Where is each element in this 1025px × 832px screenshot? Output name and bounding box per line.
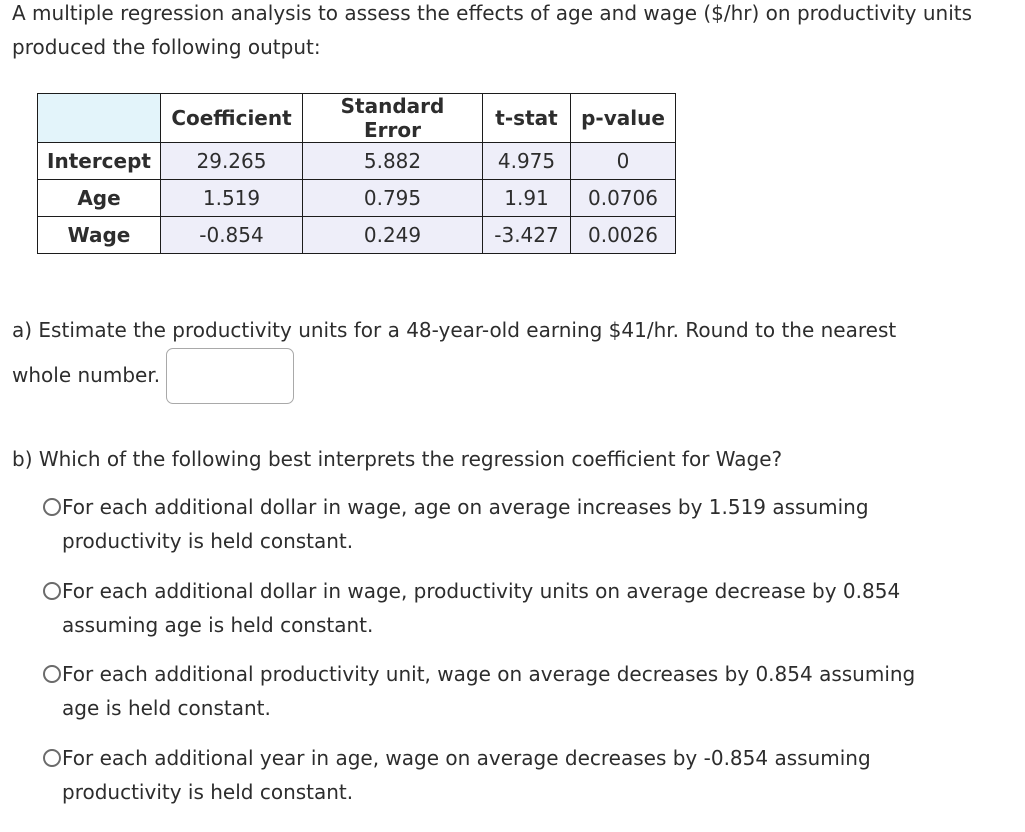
answer-option-1[interactable] — [43, 490, 923, 558]
cell-coefficient: 29.265 — [161, 143, 303, 180]
table-row — [38, 143, 676, 180]
radio-button-icon[interactable] — [43, 498, 61, 516]
answer-option-3[interactable] — [43, 657, 923, 725]
question-b-text: b) Which of the following best interprets the regression coefficient for Wage? — [12, 447, 783, 471]
header-coefficient: Coefficient — [161, 94, 303, 143]
cell-standard-error: 0.795 — [303, 180, 483, 217]
cell-t-stat: 1.91 — [483, 180, 571, 217]
cell-p-value: 0.0706 — [571, 180, 676, 217]
header-corner — [38, 94, 161, 143]
cell-t-stat: -3.427 — [483, 217, 571, 254]
table-row — [38, 180, 676, 217]
row-label-intercept: Intercept — [38, 143, 161, 180]
cell-coefficient: 1.519 — [161, 180, 303, 217]
answer-option-4[interactable] — [43, 741, 923, 809]
option-label: For each additional dollar in wage, age on average increases by 1.519 assuming productivity is held constant. — [62, 495, 869, 553]
answer-option-2[interactable] — [43, 574, 923, 642]
table-row — [38, 217, 676, 254]
question-a-text-continued: whole number. — [12, 363, 161, 387]
option-label: For each additional dollar in wage, productivity units on average decrease by 0.854 assuming age is held constant. — [62, 579, 901, 637]
regression-output-table — [37, 93, 676, 254]
question-a-text: a) Estimate the productivity units for a 48-year-old earning $41/hr. Round to the nearest — [12, 318, 897, 342]
cell-p-value: 0.0026 — [571, 217, 676, 254]
header-p-value: p-value — [571, 94, 676, 143]
header-t-stat: t-stat — [483, 94, 571, 143]
radio-button-icon[interactable] — [43, 749, 61, 767]
cell-coefficient: -0.854 — [161, 217, 303, 254]
row-label-age: Age — [38, 180, 161, 217]
option-label: For each additional year in age, wage on average decreases by -0.854 assuming productivity is held constant. — [62, 746, 871, 804]
option-label: For each additional productivity unit, wage on average decreases by 0.854 assuming age is held constant. — [62, 662, 916, 720]
radio-button-icon[interactable] — [43, 665, 61, 683]
question-intro: A multiple regression analysis to assess the effects of age and wage ($/hr) on productivity units produced the following output: — [12, 1, 973, 59]
cell-p-value: 0 — [571, 143, 676, 180]
radio-button-icon[interactable] — [43, 582, 61, 600]
answer-a-input[interactable] — [166, 348, 294, 404]
header-standard-error: Standard Error — [303, 94, 483, 143]
table-header-row — [38, 94, 676, 143]
cell-t-stat: 4.975 — [483, 143, 571, 180]
cell-standard-error: 5.882 — [303, 143, 483, 180]
row-label-wage: Wage — [38, 217, 161, 254]
cell-standard-error: 0.249 — [303, 217, 483, 254]
